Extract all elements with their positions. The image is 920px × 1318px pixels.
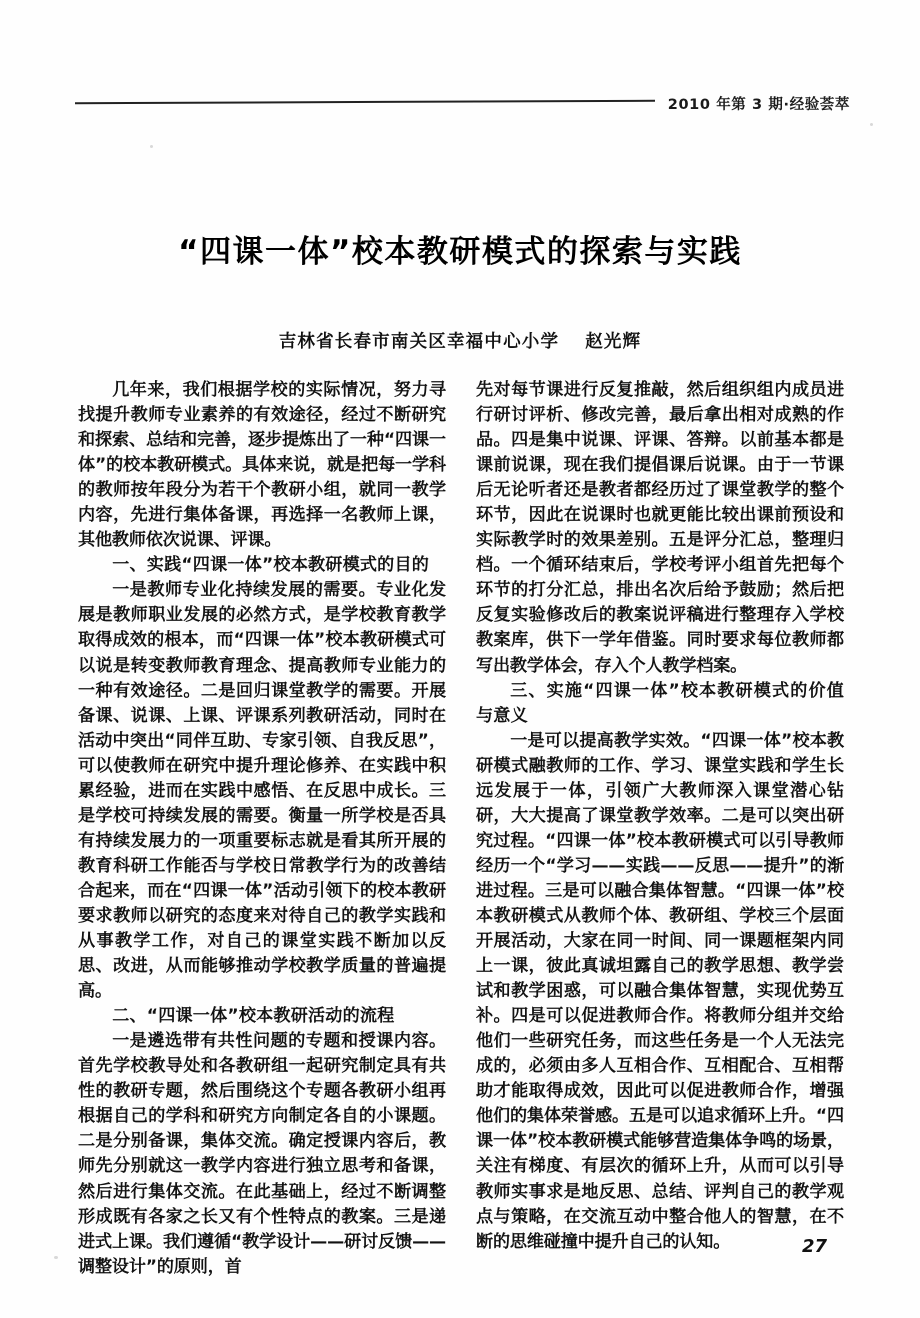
paragraph-section-1: 一是教师专业化持续发展的需要。专业化发展是教师职业发展的必然方式，是学校教育教学取得成效的根本，而“四课一体”校本教研模式可以说是转变教师教育理念、提高教师专业能力的一种有效途径。二是回归课堂教学的需要。开展备课、说课、上课、评课系列教研活动，同时在活动中突出“同伴互助、专家引领、自我反思”，可以使教师在研究中提升理论修养、在实践中积累经验，进而在实践中感悟、在反思中成长。三是学校可持续发展的需要。衡量一所学校是否具有持续发展力的一项重要标志就是看其所开展的教育科研工作能否与学校日常教学行为的改善结合起来，而在“四课一体”活动引领下的校本教研要求教师以研究的态度来对待自己的教学实践和从事教学工作，对自己的课堂实践不断加以反思、改进，从而能够推动学校教学质量的普遍提高。 — [78, 580, 446, 1002]
running-header — [0, 86, 920, 120]
body-columns — [78, 378, 844, 1277]
byline-author: 赵光辉 — [585, 332, 642, 352]
byline-affiliation: 吉林省长春市南关区幸福中心小学 — [278, 332, 560, 352]
section-heading-2: 二、“四课一体”校本教研活动的流程 — [112, 1006, 395, 1027]
section-heading-3: 三、实施“四课一体”校本教研模式的价值与意义 — [476, 680, 844, 726]
scan-speck — [870, 123, 873, 126]
section-heading-1: 一、实践“四课一体”校本教研模式的目的 — [112, 555, 430, 576]
page-title: “四课一体”校本教研模式的探索与实践 — [178, 233, 742, 270]
right-column — [476, 378, 844, 1268]
paragraph-intro: 几年来，我们根据学校的实际情况，努力寻找提升教师专业素养的有效途径，经过不断研究和探索、总结和完善，逐步提炼出了一种“四课一体”的校本教研模式。具体来说，就是把每一学科的教师按年段分为若干个教研小组，就同一教学内容，先进行集体备课，再选择一名教师上课，其他教师依次说课、评课。 — [78, 380, 446, 551]
running-head-text: 2010 年第 3 期·经验荟萃 — [664, 93, 850, 114]
paragraph-section-2-continued: 先对每节课进行反复推敲，然后组织组内成员进行研讨评析、修改完善，最后拿出相对成熟的作品。四是集中说课、评课、答辩。以前基本都是课前说课，现在我们提倡课后说课。由于一节课后无论听者还是教者都经历过了课堂教学的整个环节，因此在说课时也就更能比较出课前预设和实际教学时的效果差别。五是评分汇总，整理归档。一个循环结束后，学校考评小组首先把每个环节的打分汇总，排出名次后给予鼓励；然后把反复实验修改后的教案说评稿进行整理存入学校教案库，供下一学年借鉴。同时要求每位教师都写出教学体会，存入个人教学档案。 — [476, 380, 844, 676]
paragraph-section-3: 一是可以提高教学实效。“四课一体”校本教研模式融教师的工作、学习、课堂实践和学生长远发展于一体，引领广大教师深入课堂潜心钻研，大大提高了课堂教学效率。二是可以突出研究过程。“四课一体”校本教研模式可以引导教师经历一个“学习——实践——反思——提升”的渐进过程。三是可以融合集体智慧。“四课一体”校本教研模式从教师个体、教研组、学校三个层面开展活动，大家在同一时间、同一课题框架内同上一课，彼此真诚坦露自己的教学思想、教学尝试和教学困惑，可以融合集体智慧，实现优势互补。四是可以促进教师合作。将教师分组并交给他们一些研究任务，而这些任务是一个人无法完成的，必须由多人互相合作、互相配合、互相帮助才能取得成效，因此可以促进教师合作，增强他们的集体荣誉感。五是可以追求循环上升。“四课一体”校本教研模式能够营造集体争鸣的场景，关注有梯度、有层次的循环上升，从而可以引导教师实事求是地反思、总结、评判自己的教学观点与策略，在交流互动中整合他人的智慧，在不断的思维碰撞中提升自己的认知。 — [476, 730, 844, 1252]
page-number: 27 — [802, 1236, 828, 1257]
byline — [0, 328, 920, 353]
scan-speck — [54, 1256, 58, 1259]
scan-speck — [150, 145, 153, 148]
paragraph-section-2: 一是遴选带有共性问题的专题和授课内容。首先学校教导处和各教研组一起研究制定具有共性的教研专题，然后围绕这个专题各教研小组再根据自己的学科和研究方向制定各自的小课题。二是分别备课，集体交流。确定授课内容后，教师先分别就这一教学内容进行独立思考和备课，然后进行集体交流。在此基础上，经过不断调整形成既有各家之长又有个性特点的教案。三是递进式上课。我们遵循“教学设计——研讨反馈——调整设计”的原则，首 — [78, 1031, 446, 1277]
left-column — [78, 378, 446, 1277]
